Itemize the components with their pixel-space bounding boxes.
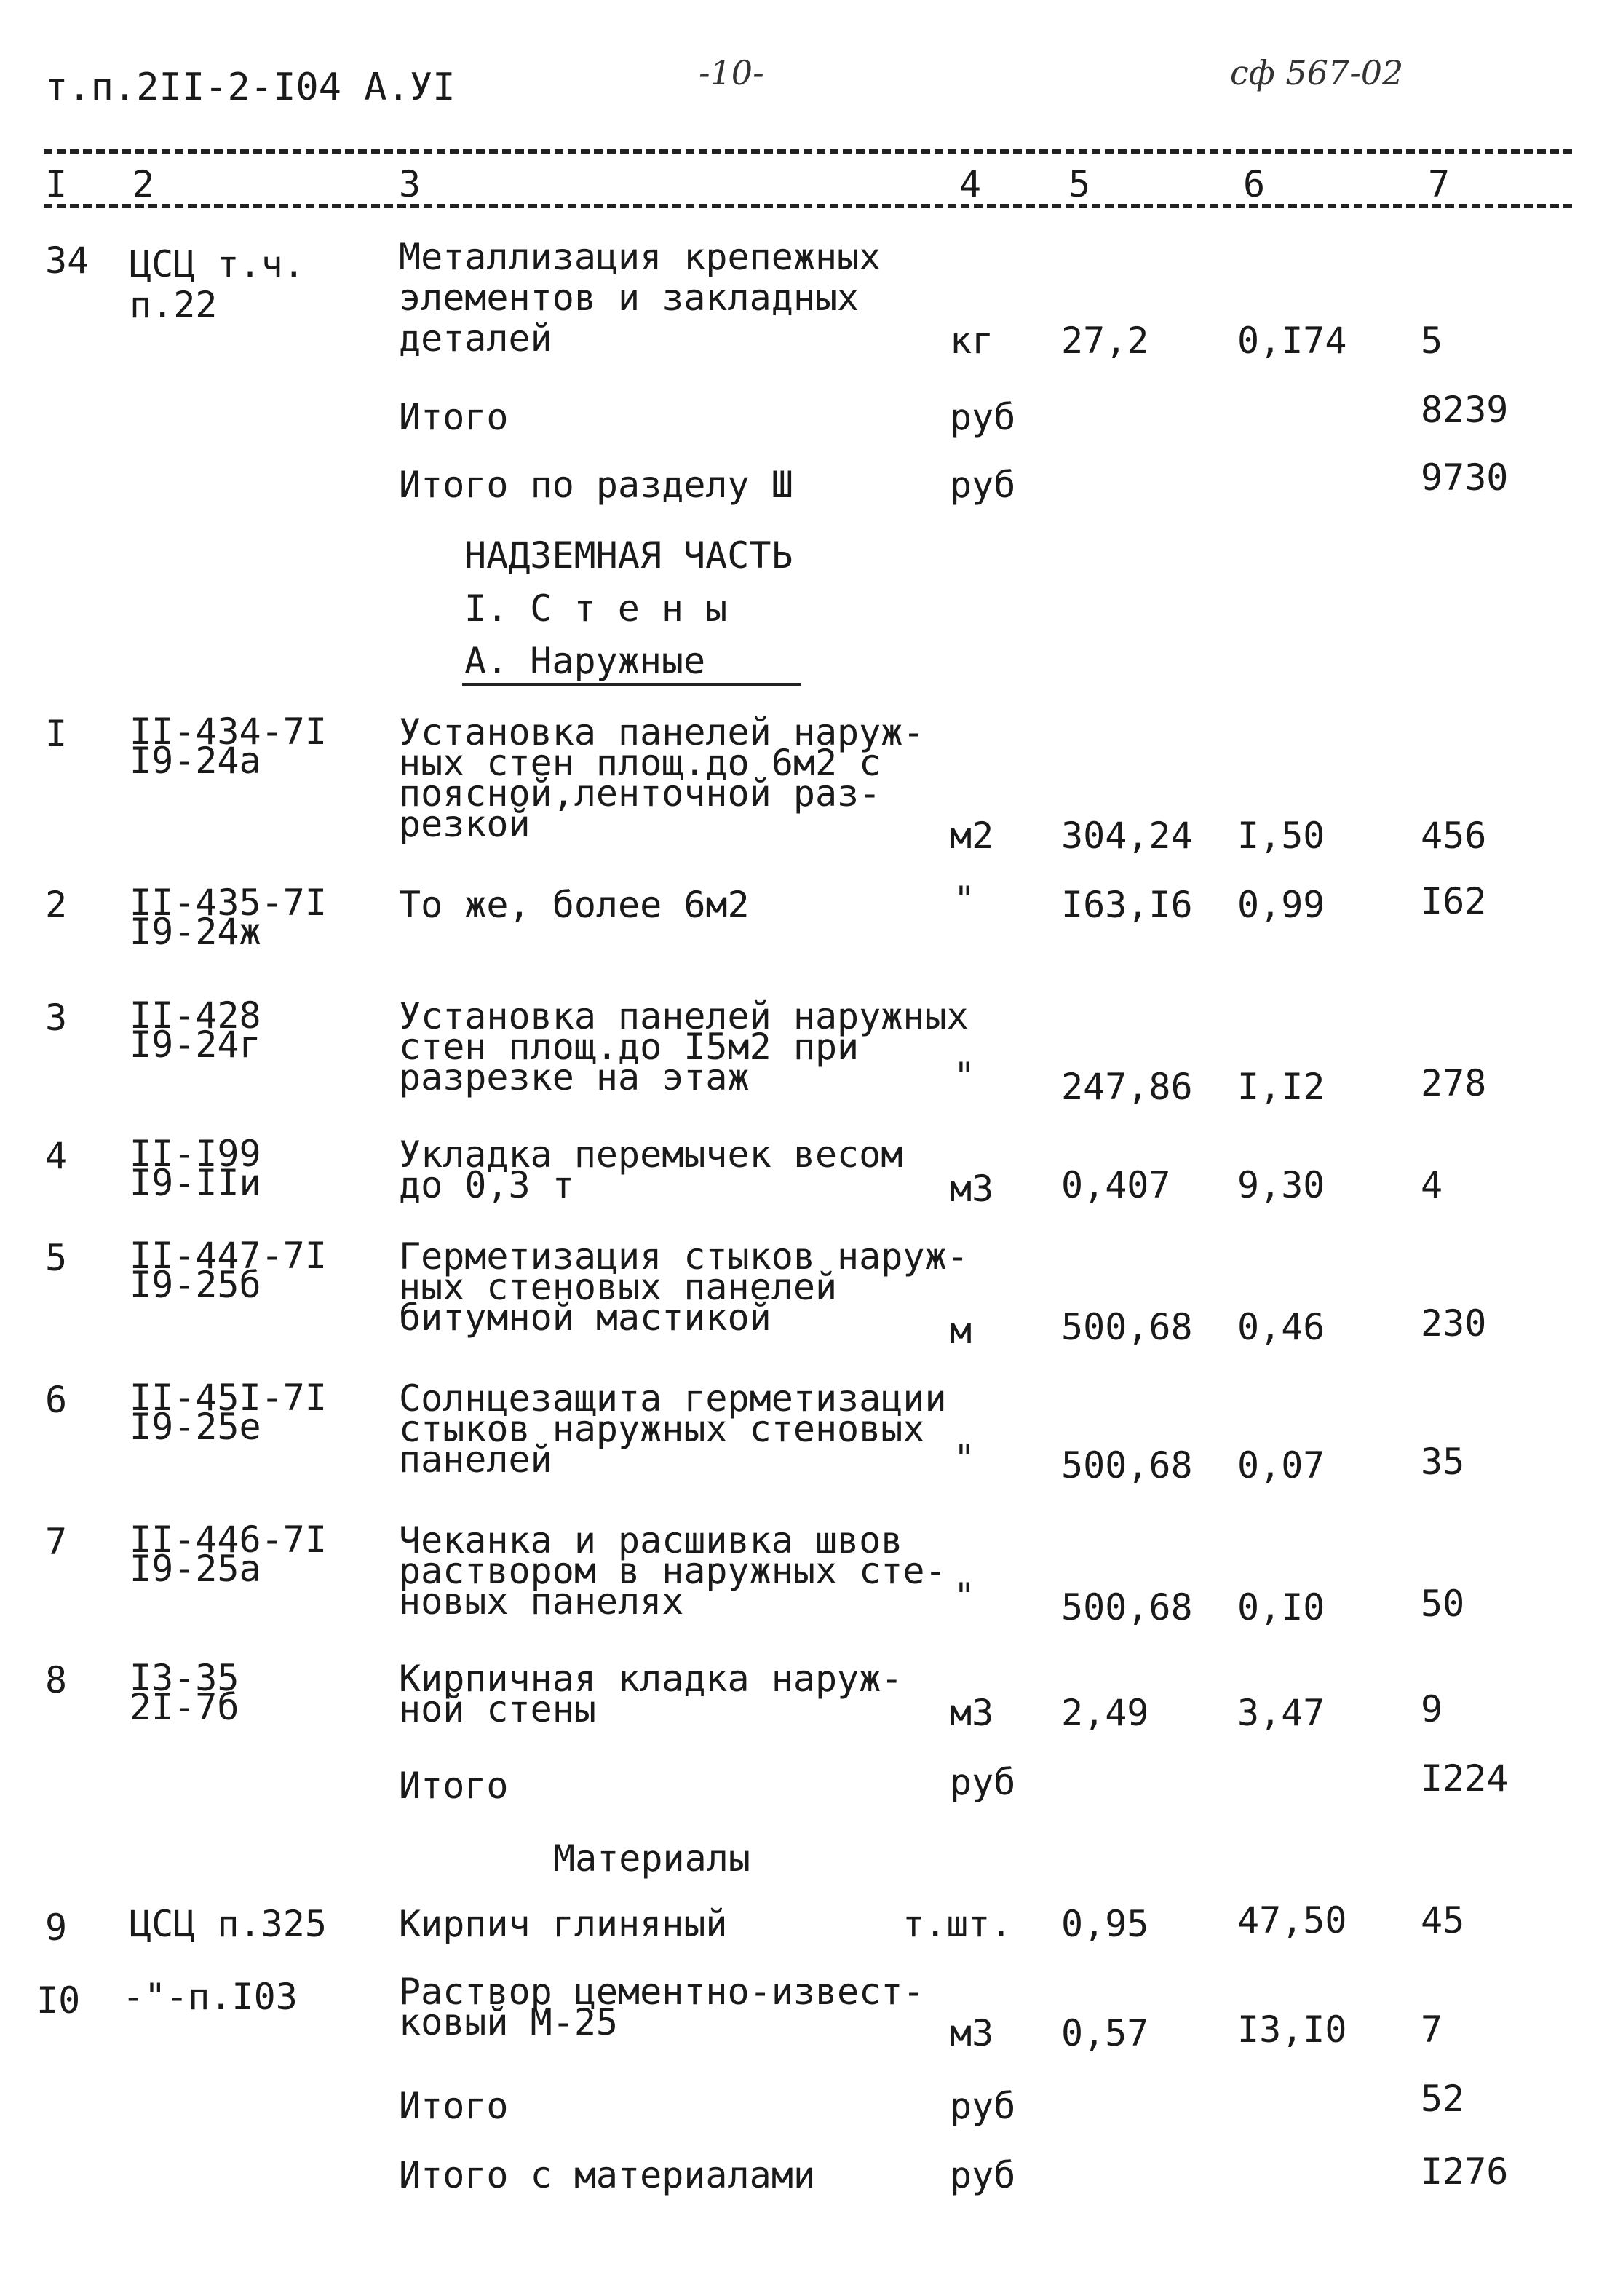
item-number: 3	[45, 997, 68, 1039]
item-total: I224	[1421, 1757, 1509, 1800]
item-price: 3,47	[1237, 1692, 1325, 1734]
heading-underline	[462, 683, 801, 686]
item-total: 7	[1421, 2008, 1443, 2051]
item-total: 456	[1421, 815, 1487, 857]
item-unit: "	[953, 879, 976, 921]
item-code: II-435-7I I9-24ж	[130, 882, 327, 953]
item-name: То же, более 6м2	[399, 884, 750, 926]
item-unit: "	[953, 1055, 976, 1097]
archive-number: сф 567-02	[1230, 53, 1404, 92]
item-name: Установка панелей наруж- ных стен площ.до 6м2 с поясной,ленточной раз- резкой	[399, 711, 925, 845]
item-price: 0,I0	[1237, 1586, 1325, 1628]
item-name: Кирпич глиняный	[399, 1903, 728, 1945]
item-price: I,50	[1237, 815, 1325, 857]
item-unit: м3	[950, 2012, 994, 2054]
item-quantity: 0,95	[1061, 1903, 1149, 1945]
item-price: 47,50	[1237, 1899, 1347, 1941]
item-code: II-447-7I I9-25б	[130, 1235, 327, 1306]
item-name: Чеканка и расшивка швов раствором в наружных сте- новых панелях	[399, 1519, 947, 1623]
item-unit: кг	[950, 320, 994, 362]
item-total: 278	[1421, 1062, 1487, 1104]
item-unit: руб	[950, 2085, 1016, 2127]
item-code: ЦСЦ т.ч. п.22	[130, 243, 305, 326]
item-price: 0,99	[1237, 884, 1325, 926]
item-number: 5	[45, 1237, 68, 1279]
item-unit: м3	[950, 1168, 994, 1210]
item-unit: руб	[950, 2154, 1016, 2196]
item-quantity: 500,68	[1061, 1586, 1193, 1628]
column-header: 6	[1243, 163, 1266, 205]
item-name: Солнцезащита герметизации стыков наружных стеновых панелей	[399, 1377, 947, 1481]
item-number: 8	[45, 1659, 68, 1701]
item-code: II-434-7I I9-24а	[130, 710, 327, 782]
item-quantity: I63,I6	[1061, 884, 1193, 926]
column-header: 2	[132, 163, 155, 205]
item-code: II-45I-7I I9-25е	[130, 1377, 327, 1448]
item-code: -"-п.I03	[122, 1976, 298, 2018]
item-quantity: 2,49	[1061, 1692, 1149, 1734]
item-quantity: 500,68	[1061, 1306, 1193, 1348]
header-divider-top	[44, 149, 1572, 154]
item-unit: м2	[950, 815, 994, 857]
column-header: 4	[959, 163, 982, 205]
subtotal-label: Итого по разделу Ш	[399, 464, 793, 506]
item-number: 6	[45, 1379, 68, 1421]
item-name: Кирпичная кладка наруж- ной стены	[399, 1658, 903, 1730]
item-total: 4	[1421, 1164, 1443, 1206]
item-name: Укладка перемычек весом до 0,3 т	[399, 1133, 903, 1206]
item-unit: руб	[950, 464, 1016, 506]
item-total: 9	[1421, 1688, 1443, 1730]
item-number: I	[45, 713, 68, 755]
item-code: ЦСЦ п.325	[130, 1903, 327, 1945]
item-unit: м	[950, 1310, 972, 1352]
subtotal-label: Итого	[399, 396, 509, 438]
column-header: I	[45, 163, 68, 205]
document-reference: т.п.2II-2-I04 А.УI	[45, 66, 456, 109]
item-unit: руб	[950, 1761, 1016, 1803]
section-heading: Материалы	[553, 1837, 750, 1880]
item-quantity: 500,68	[1061, 1444, 1193, 1487]
subtotal-label: Итого	[399, 2085, 509, 2127]
item-total: 230	[1421, 1302, 1487, 1345]
item-total: I276	[1421, 2150, 1509, 2193]
item-total: 50	[1421, 1583, 1465, 1625]
item-price: 0,07	[1237, 1444, 1325, 1487]
item-total: 9730	[1421, 456, 1509, 499]
item-price: 0,I74	[1237, 320, 1347, 362]
subtotal-label: Итого с материалами	[399, 2154, 815, 2196]
item-number: 2	[45, 884, 68, 926]
header-divider-bottom	[44, 204, 1572, 208]
item-number: 34	[45, 240, 90, 282]
item-total: 35	[1421, 1441, 1465, 1483]
item-name: Установка панелей наружных стен площ.до I5м2 при разрезке на этаж	[399, 995, 969, 1098]
item-total: 8239	[1421, 389, 1509, 431]
section-heading: I. С т е н ы	[464, 587, 728, 630]
item-name: Раствор цементно-извест- ковый М-25	[399, 1971, 925, 2043]
item-number: 9	[45, 1907, 68, 1949]
item-total: I62	[1421, 880, 1487, 922]
item-unit: "	[953, 1437, 976, 1479]
item-price: 0,46	[1237, 1306, 1325, 1348]
item-quantity: 0,407	[1061, 1164, 1171, 1206]
section-heading: НАДЗЕМНАЯ ЧАСТЬ	[464, 534, 793, 577]
item-quantity: 304,24	[1061, 815, 1193, 857]
item-name: Металлизация крепежных элементов и закладных деталей	[399, 236, 881, 360]
item-number: 4	[45, 1135, 68, 1177]
subtotal-label: Итого	[399, 1765, 509, 1807]
item-price: I3,I0	[1237, 2008, 1347, 2051]
column-header: 7	[1428, 163, 1451, 205]
item-quantity: 247,86	[1061, 1066, 1193, 1108]
column-header: 3	[399, 163, 421, 205]
item-quantity: 0,57	[1061, 2012, 1149, 2054]
page-number: -10-	[699, 53, 764, 92]
column-header: 5	[1068, 163, 1091, 205]
item-unit: "	[953, 1575, 976, 1618]
item-unit: м3	[950, 1692, 994, 1734]
item-name: Герметизация стыков наруж- ных стеновых панелей битумной мастикой	[399, 1235, 969, 1339]
item-total: 45	[1421, 1899, 1465, 1941]
item-unit: руб	[950, 396, 1016, 438]
item-total: 5	[1421, 320, 1443, 362]
section-heading: А. Наружные	[464, 640, 706, 682]
item-number: I0	[36, 1979, 81, 2022]
item-number: 7	[45, 1521, 68, 1563]
item-price: 9,30	[1237, 1164, 1325, 1206]
item-quantity: 27,2	[1061, 320, 1149, 362]
item-code: II-I99 I9-IIи	[130, 1133, 261, 1204]
item-code: II-446-7I I9-25а	[130, 1519, 327, 1590]
item-code: I3-35 2I-7б	[130, 1657, 239, 1728]
item-price: I,I2	[1237, 1066, 1325, 1108]
item-unit: т.шт.	[902, 1903, 1012, 1945]
item-code: II-428 I9-24г	[130, 994, 261, 1066]
item-total: 52	[1421, 2078, 1465, 2120]
